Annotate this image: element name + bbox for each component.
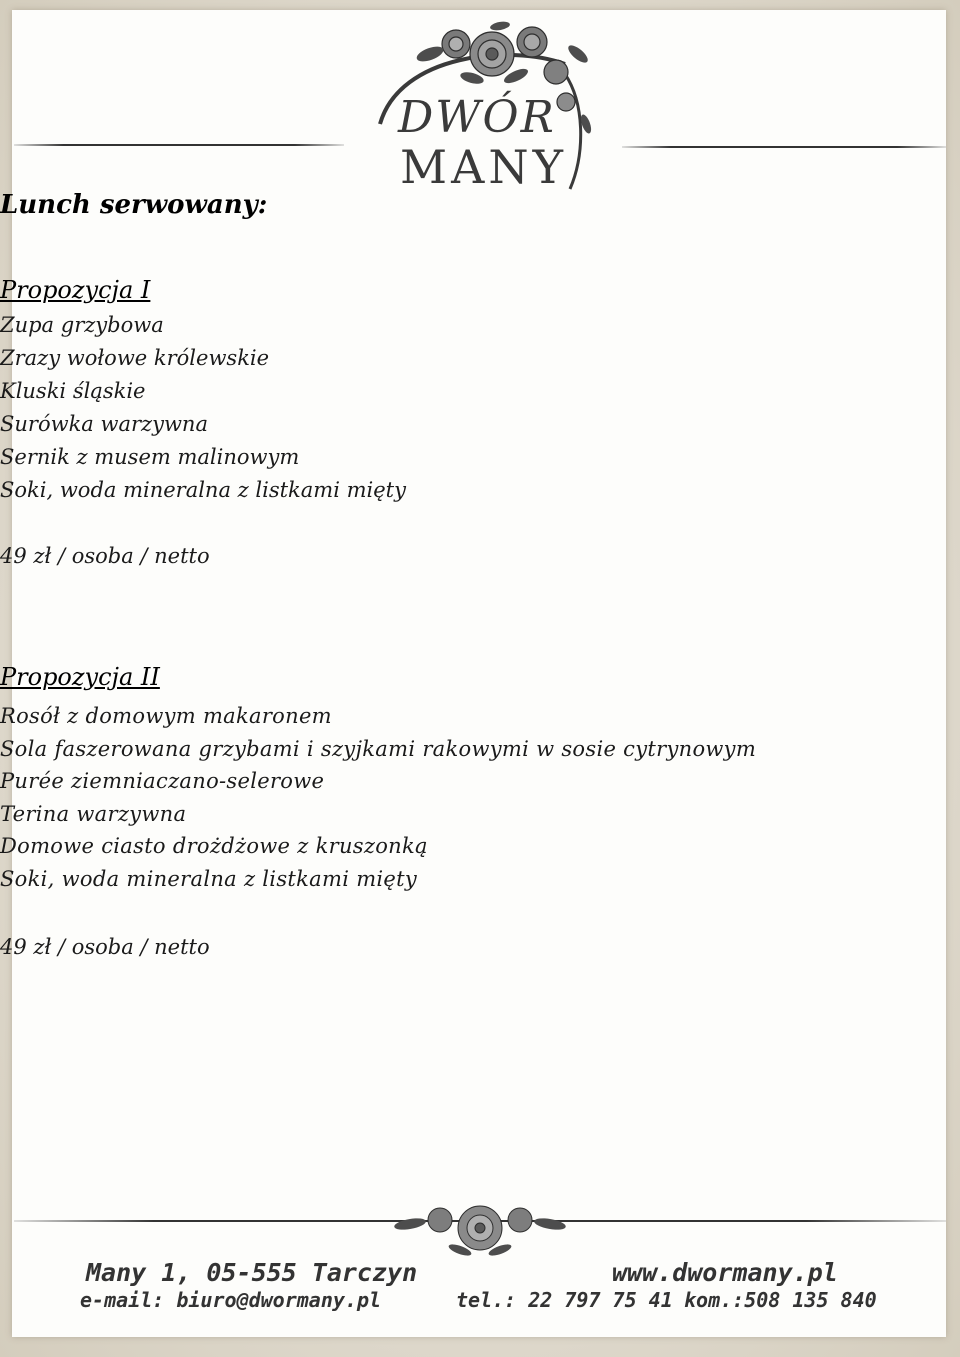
footer-website[interactable]: www.dwormany.pl [612, 1258, 838, 1287]
list-item: Sernik z musem malinowym [0, 445, 300, 469]
proposal-2-items [0, 700, 960, 895]
footer-address: Many 1, 05-555 Tarczyn [86, 1258, 418, 1287]
list-item: Kluski śląskie [0, 379, 146, 403]
proposal-2-heading: Propozycja II [0, 663, 160, 691]
list-item: Zrazy wołowe królewskie [0, 346, 270, 370]
logo-text-dwor: DWÓR [398, 92, 556, 143]
proposal-1-price: 49 zł / osoba / netto [0, 544, 210, 568]
menu-title: Lunch serwowany: [0, 190, 268, 220]
list-item: Domowe ciasto drożdżowe z kruszonką [0, 834, 428, 858]
restaurant-logo [360, 14, 620, 204]
proposal-1-items [0, 309, 960, 507]
proposal-1-heading: Propozycja I [0, 276, 151, 304]
footer-email[interactable]: e-mail: biuro@dwormany.pl [80, 1288, 382, 1312]
footer-phone: tel.: 22 797 75 41 [456, 1288, 673, 1312]
list-item: Terina warzywna [0, 801, 187, 826]
logo-text-many: MANY [400, 140, 567, 194]
proposal-2-price: 49 zł / osoba / netto [0, 935, 210, 959]
list-item: Surówka warzywna [0, 412, 208, 436]
header-rule-right [622, 146, 946, 148]
list-item: Rosół z domowym makaronem [0, 704, 332, 728]
footer-rose-icon [385, 1188, 575, 1268]
list-item: Zupa grzybowa [0, 313, 164, 337]
footer-mobile: kom.:508 135 840 [684, 1288, 877, 1312]
header-rule-left [14, 144, 344, 146]
list-item: Purée ziemniaczano-selerowe [0, 769, 325, 793]
list-item: Soki, woda mineralna z listkami mięty [0, 478, 406, 502]
list-item: Sola faszerowana grzybami i szyjkami rakowymi w sosie cytrynowym [0, 736, 757, 761]
list-item: Soki, woda mineralna z listkami mięty [0, 866, 418, 891]
